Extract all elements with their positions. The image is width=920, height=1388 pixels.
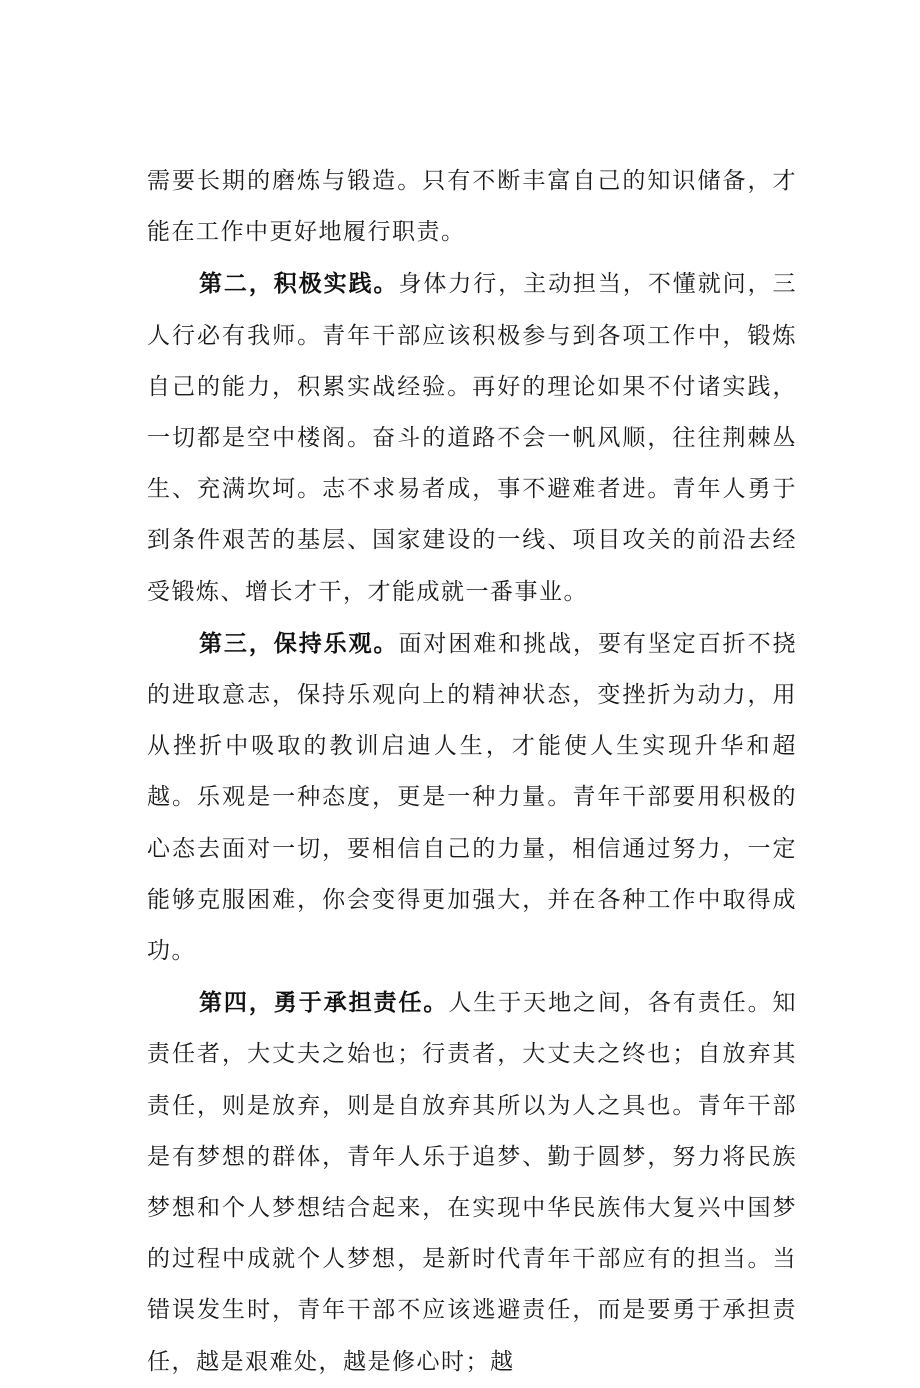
paragraph-optimism [147,618,797,977]
paragraph-text: 需要长期的磨炼与锻造。只有不断丰富自己的知识储备，才能在工作中更好地履行职责。 [147,168,797,246]
paragraph-heading: 第四，勇于承担责任。 [199,989,449,1017]
paragraph-heading: 第三，保持乐观。 [199,629,399,657]
paragraph-continuation [147,156,797,258]
paragraph-heading: 第二，积极实践。 [199,270,399,298]
paragraph-practice [147,258,797,617]
document-body [147,156,797,1388]
paragraph-text: 面对困难和挑战，要有坚定百折不挠的进取意志，保持乐观向上的精神状态，变挫折为动力，用从挫折中吸取的教训启迪人生，才能使人生实现升华和超越。乐观是一种态度，更是一种力量。青年干部要用积极的心态去面对一切，要相信自己的力量，相信通过努力，一定能够克服困难，你会变得更加强大，并在各种工作中取得成功。 [147,630,798,965]
paragraph-text: 人生于天地之间，各有责任。知责任者，大丈夫之始也；行责者，大丈夫之终也；自放弃其责任，则是放弃，则是自放弃其所以为人之具也。青年干部是有梦想的群体，青年人乐于追梦、勤于圆梦，努力将民族梦想和个人梦想结合起来，在实现中华民族伟大复兴中国梦的过程中成就个人梦想，是新时代青年干部应有的担当。当错误发生时，青年干部不应该逃避责任，而是要勇于承担责任，越是艰难处，越是修心时；越 [147,990,798,1375]
paragraph-responsibility [147,977,797,1388]
paragraph-text: 身体力行，主动担当，不懂就问，三人行必有我师。青年干部应该积极参与到各项工作中，锻炼自己的能力，积累实战经验。再好的理论如果不付诸实践，一切都是空中楼阁。奋斗的道路不会一帆风顺，往往荆棘丛生、充满坎坷。志不求易者成，事不避难者进。青年人勇于到条件艰苦的基层、国家建设的一线、项目攻关的前沿去经受锻炼、增长才干，才能成就一番事业。 [147,271,798,605]
